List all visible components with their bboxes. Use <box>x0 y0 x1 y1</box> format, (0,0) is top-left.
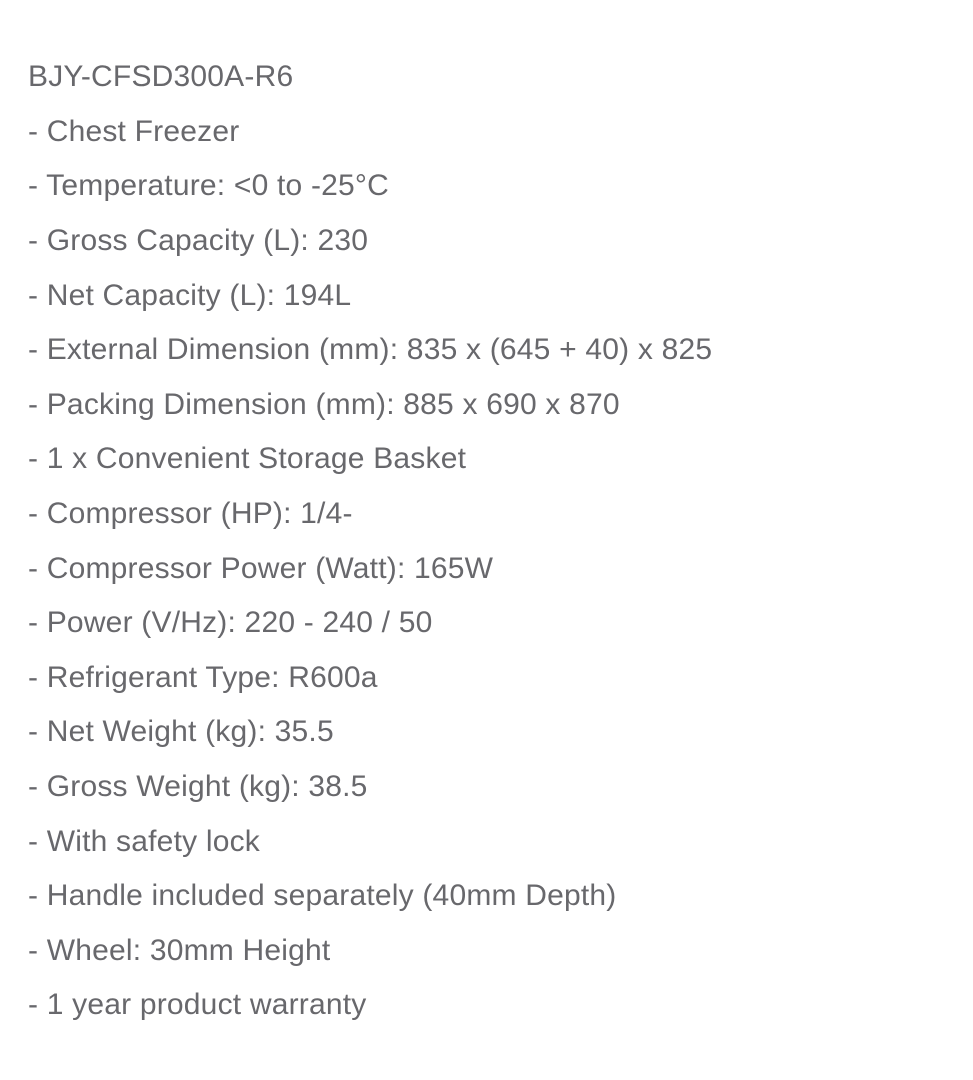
product-model-title: BJY-CFSD300A-R6 <box>28 60 294 94</box>
spec-line-wheel: - Wheel: 30mm Height <box>28 933 331 967</box>
spec-line-safety-lock: - With safety lock <box>28 824 260 858</box>
spec-line-compressor-power: - Compressor Power (Watt): 165W <box>28 551 494 585</box>
spec-line-compressor-hp: - Compressor (HP): 1/4- <box>28 497 353 531</box>
spec-line-packing-dimension: - Packing Dimension (mm): 885 x 690 x 870 <box>28 387 620 421</box>
spec-line-warranty: - 1 year product warranty <box>28 988 367 1022</box>
spec-line-storage-basket: - 1 x Convenient Storage Basket <box>28 442 467 476</box>
spec-line-handle: - Handle included separately (40mm Depth) <box>28 879 617 913</box>
spec-line-gross-weight: - Gross Weight (kg): 38.5 <box>28 770 368 804</box>
spec-line-external-dimension: - External Dimension (mm): 835 x (645 + 40) x 825 <box>28 333 713 367</box>
spec-line-type: - Chest Freezer <box>28 114 240 148</box>
spec-line-temperature: - Temperature: <0 to -25°C <box>28 169 389 203</box>
spec-line-net-capacity: - Net Capacity (L): 194L <box>28 278 352 312</box>
spec-line-net-weight: - Net Weight (kg): 35.5 <box>28 715 334 749</box>
spec-line-gross-capacity: - Gross Capacity (L): 230 <box>28 224 369 258</box>
spec-line-refrigerant: - Refrigerant Type: R600a <box>28 660 378 694</box>
spec-line-power: - Power (V/Hz): 220 - 240 / 50 <box>28 606 433 640</box>
